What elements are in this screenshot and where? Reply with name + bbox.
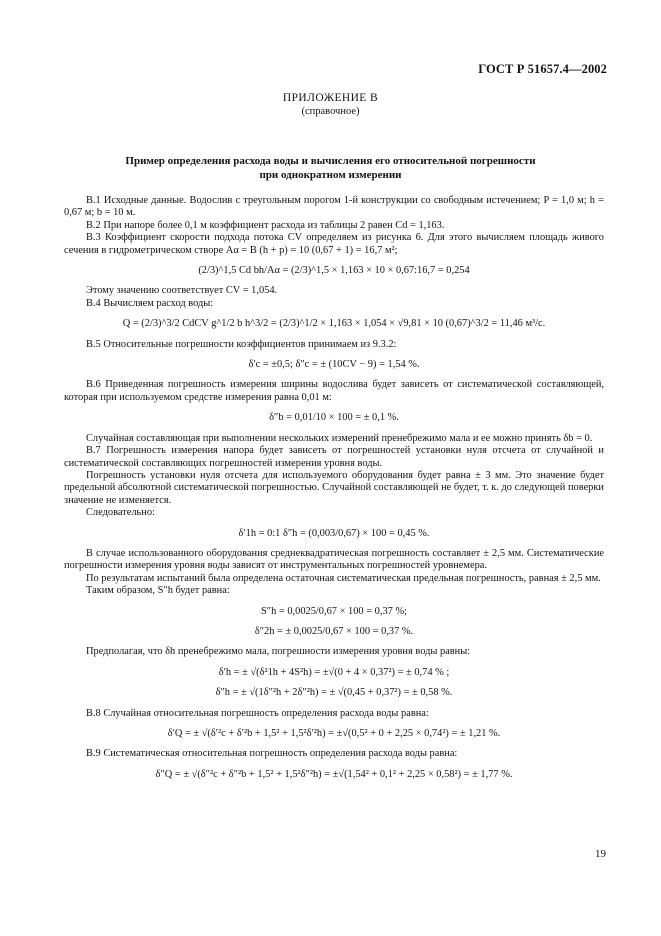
paragraph-thus: Таким образом, S″h будет равна: (86, 585, 230, 597)
formula-b8: δ′Q = ± √(δ′²c + δ′²b + 1,5² + 1,5²δ′²h) = ±√(0,5² + 0 + 2,25 × 0,74²) = ± 1,21 %. (167, 728, 501, 739)
section-title (0, 154, 661, 182)
paragraph-equipment: В случае использованного оборудования среднеквадратическая погрешность составляет ± 2,5 мм. Систематические погрешности измерения уровня воды зависят от инструментальных погрешностей уровнемера. (64, 547, 604, 572)
paragraph-b2: В.2 При напоре более 0,1 м коэффициент расхода из таблицы 2 равен Cd = 1,163. (86, 219, 445, 231)
formula-b5: δ′c = ±0,5; δ″c = ± (10CV − 9) = 1,54 %. (248, 359, 420, 371)
section-title-line-2: при однократном измерении (259, 169, 402, 181)
paragraph-assume: Предполагая, что δh пренебрежимо мала, погрешности измерения уровня воды равны: (86, 646, 471, 658)
paragraph-zero-setting: Погрешность установки нуля отсчета для используемого оборудования будет равна ± 3 мм. Это значение будет предельной абсолютной систематической погрешностью. Случайной составляющей не будет, т. к. до следующей поверки значение не изменяется. (64, 469, 604, 506)
formula-b3: (2/3)^1,5 Cd bh/Aα = (2/3)^1,5 × 1,163 × 10 × 0,67:16,7 = 0,254 (198, 265, 470, 277)
paragraph-b5: В.5 Относительные погрешности коэффициентов принимаем из 9.3.2: (86, 338, 397, 350)
formula-s1: S″h = 0,0025/0,67 × 100 = 0,37 %; (260, 605, 408, 617)
formula-b4: Q = (2/3)^3/2 CdCV g^1/2 b h^3/2 = (2/3)^1/2 × 1,163 × 1,054 × √9,81 × 10 (0,67)^3/2 = 11,46 м³/с. (122, 318, 546, 330)
paragraph-b4: В.4 Вычисляем расход воды: (86, 297, 214, 309)
paragraph-therefore: Следовательно: (86, 507, 155, 519)
appendix-subtitle: (справочное) (301, 106, 360, 117)
formula-b9: δ″Q = ± √(δ″²c + δ″²b + 1,5² + 1,5²δ″²h) = ±√(1,54² + 0,1² + 2,25 × 0,58²) = ± 1,77 %. (155, 768, 513, 780)
paragraph-b9: В.9 Систематическая относительная погрешность определения расхода воды равна: (86, 748, 458, 760)
paragraph-random-component: Случайная составляющая при выполнении нескольких измерений пренебрежимо мала и ее можно принять δb = 0. (86, 432, 593, 444)
paragraph-b6: В.6 Приведенная погрешность измерения ширины водослива будет зависеть от систематической составляющей, которая при используемом средстве измерения равна 0,01 м: (64, 379, 604, 403)
formula-zero-setting: δ′1h = 0:1 δ″h = (0,003/0,67) × 100 = 0,45 %. (238, 527, 430, 539)
formula-s2: δ″2h = ± 0,0025/0,67 × 100 = 0,37 %. (254, 625, 414, 637)
appendix-title: ПРИЛОЖЕНИЕ В (282, 92, 379, 104)
document-body (64, 195, 604, 789)
section-title-line-1: Пример определения расхода воды и вычисления его относительной погрешности (125, 155, 536, 167)
paragraph-b3: В.3 Коэффициент скорости подхода потока CV определяем из рисунка 6. Для этого вычисляем площадь живого сечения в гидрометрическом створе Aα = B (h + p) = 10 (0,67 + 1) = 16,7 м²; (64, 232, 604, 256)
paragraph-residual: По результатам испытаний была определена остаточная систематическая предельная погрешность, равная ± 2,5 мм. (86, 572, 601, 584)
formula-b6: δ″b = 0,01/10 × 100 = ± 0,1 %. (269, 412, 399, 424)
page-number: 19 (595, 848, 606, 860)
paragraph-b7: В.7 Погрешность измерения напора будет зависеть от погрешностей установки нуля отсчета от случайной и систематической составляющих погрешностей измерения уровня воды. (64, 445, 604, 469)
paragraph-b1: В.1 Исходные данные. Водослив с треугольным порогом 1-й конструкции со свободным истечением; P = 1,0 м; h = 0,67 м; b = 10 м. (64, 195, 604, 219)
formula-h2: δ″h = ± √(1δ″²h + 2δ″²h) = ± √(0,45 + 0,37²) = ± 0,58 %. (215, 687, 453, 699)
document-code-header: ГОСТ Р 51657.4—2002 (478, 62, 607, 76)
formula-h1: δ′h = ± √(δ²1h + 4S²h) = ±√(0 + 4 × 0,37²) = ± 0,74 % ; (218, 666, 450, 678)
paragraph-b3-result: Этому значению соответствует CV = 1,054. (86, 285, 278, 297)
paragraph-b8: В.8 Случайная относительная погрешность определения расхода воды равна: (86, 707, 429, 719)
